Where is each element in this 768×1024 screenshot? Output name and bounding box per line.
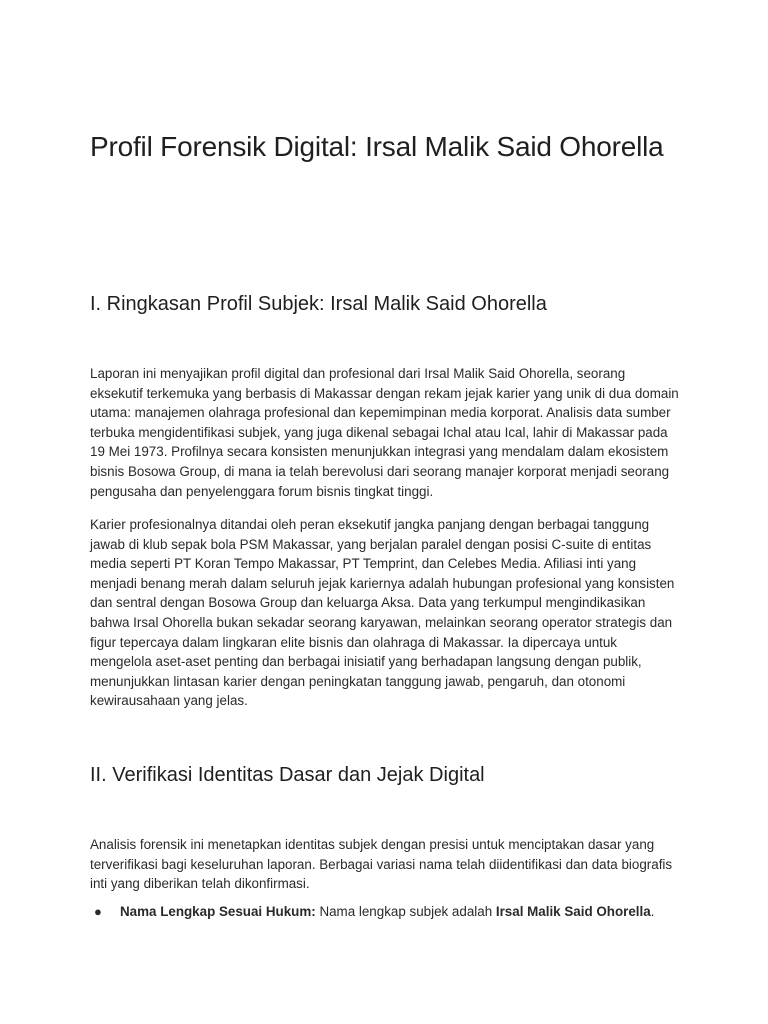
- section-1-heading: I. Ringkasan Profil Subjek: Irsal Malik Said Ohorella: [90, 293, 547, 315]
- bullet-marker: ●: [94, 904, 102, 919]
- section-2-heading: II. Verifikasi Identitas Dasar dan Jejak Digital: [90, 764, 485, 786]
- section-2-paragraph-1: Analisis forensik ini menetapkan identitas subjek dengan presisi untuk menciptakan dasar yang terverifikasi bagi keseluruhan laporan. Berbagai variasi nama telah diidentifikasi dan data biografis inti yang diberikan telah dikonfirmasi.: [90, 837, 673, 892]
- section-2-bullet-list: [90, 902, 680, 922]
- bullet-emphasis: Irsal Malik Said Ohorella: [495, 904, 651, 919]
- section-1-paragraph-1: Laporan ini menyajikan profil digital dan profesional dari Irsal Malik Said Ohorella, seorang eksekutif terkemuka yang berbasis di Makassar dengan rekam jejak karier yang unik di dua domain utama: manajemen olahraga profesional dan kepemimpinan media korporat. Analisis data sumber terbuka mengidentifikasi subjek, yang juga dikenal sebagai Ichal atau Ical, lahir di Makassar pada 19 Mei 1973. Profilnya secara konsisten menunjukkan integrasi yang mendalam dalam ekosistem bisnis Bosowa Group, di mana ia telah berevolusi dari seorang manajer korporat menjadi seorang pengusaha dan penyelenggara forum bisnis tingkat tinggi.: [90, 366, 679, 499]
- document-title: Profil Forensik Digital: Irsal Malik Said Ohorella: [90, 131, 664, 162]
- bullet-text: Nama lengkap subjek adalah: [315, 904, 496, 919]
- list-item: [90, 902, 680, 922]
- bullet-end: .: [650, 904, 655, 919]
- bullet-label: Nama Lengkap Sesuai Hukum:: [120, 904, 316, 919]
- section-1-paragraph-2: Karier profesionalnya ditandai oleh peran eksekutif jangka panjang dengan berbagai tanggung jawab di klub sepak bola PSM Makassar, yang berjalan paralel dengan posisi C-suite di entitas media seperti PT Koran Tempo Makassar, PT Temprint, dan Celebes Media. Afiliasi inti yang menjadi benang merah dalam seluruh jejak kariernya adalah hubungan profesional yang konsisten dan sentral dengan Bosowa Group dan keluarga Aksa. Data yang terkumpul mengindikasikan bahwa Irsal Ohorella bukan sekadar seorang karyawan, melainkan seorang operator strategis dan figur tepercaya dalam lingkaran elite bisnis dan olahraga di Makassar. Ia dipercaya untuk mengelola aset-aset penting dan berbagai inisiatif yang berhadapan langsung dengan publik, menunjukkan lintasan karier dengan peningkatan tanggung jawab, pengaruh, dan otonomi kewirausahaan yang jelas.: [90, 517, 675, 709]
